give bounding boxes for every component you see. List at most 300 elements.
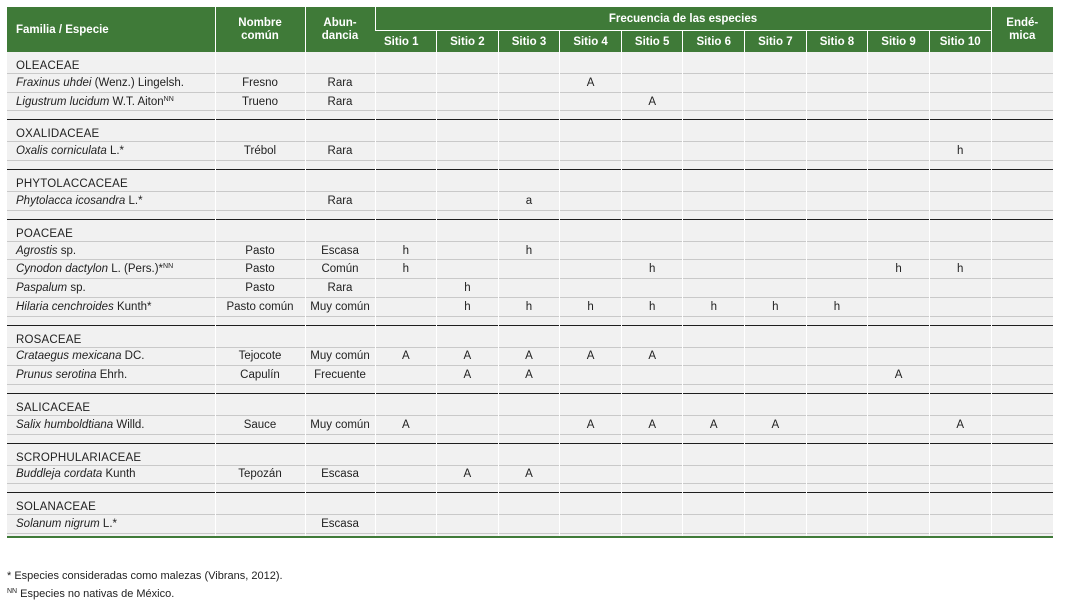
site-frequency-cell: A	[560, 415, 622, 434]
site-frequency-cell	[621, 515, 683, 534]
empty-cell	[560, 170, 622, 192]
empty-cell	[745, 394, 807, 416]
empty-cell	[991, 52, 1053, 74]
site-frequency-cell	[560, 241, 622, 260]
footnotes	[7, 568, 283, 602]
site-frequency-cell: A	[498, 347, 560, 366]
site-frequency-cell	[929, 192, 991, 211]
site-frequency-cell	[683, 260, 745, 279]
site-frequency-cell	[621, 279, 683, 298]
family-name: ROSACEAE	[7, 326, 215, 348]
spacer-cell	[683, 533, 745, 537]
site-frequency-cell	[375, 515, 437, 534]
site-frequency-cell	[868, 241, 930, 260]
endemic-cell	[991, 515, 1053, 534]
site-frequency-cell: h	[929, 260, 991, 279]
empty-cell	[437, 220, 499, 242]
site-frequency-cell	[375, 192, 437, 211]
species-name	[7, 515, 215, 534]
empty-cell	[375, 52, 437, 74]
family-row	[7, 52, 1053, 74]
empty-cell	[806, 493, 868, 515]
site-frequency-cell	[745, 279, 807, 298]
empty-cell	[683, 52, 745, 74]
site-frequency-cell: h	[437, 297, 499, 316]
spacer-cell	[375, 533, 437, 537]
site-frequency-cell: A	[621, 415, 683, 434]
common-name: Trueno	[215, 92, 305, 111]
site-frequency-cell	[560, 465, 622, 484]
header-site-8: Sitio 8	[806, 31, 868, 53]
abundance: Rara	[305, 279, 375, 298]
endemic-cell	[991, 347, 1053, 366]
site-frequency-cell	[868, 515, 930, 534]
empty-cell	[498, 220, 560, 242]
site-frequency-cell	[868, 92, 930, 111]
empty-cell	[498, 394, 560, 416]
species-author: L.*	[106, 145, 125, 158]
abundance: Muy común	[305, 415, 375, 434]
site-frequency-cell	[375, 142, 437, 161]
species-name	[7, 297, 215, 316]
empty-cell	[929, 444, 991, 466]
empty-cell	[806, 326, 868, 348]
spacer-cell	[868, 533, 930, 537]
site-frequency-cell	[806, 192, 868, 211]
empty-cell	[683, 220, 745, 242]
spacer-cell	[991, 533, 1053, 537]
site-frequency-cell: A	[498, 465, 560, 484]
empty-cell	[991, 120, 1053, 142]
empty-cell	[498, 444, 560, 466]
empty-cell	[745, 52, 807, 74]
species-author: sp.	[57, 244, 77, 257]
scientific-name: Buddleja cordata	[16, 468, 103, 481]
empty-cell	[745, 170, 807, 192]
site-frequency-cell	[929, 279, 991, 298]
empty-cell	[621, 493, 683, 515]
scientific-name: Solanum nigrum	[16, 518, 100, 531]
site-frequency-cell: h	[806, 297, 868, 316]
header-abundance: Abun- dancia	[305, 7, 375, 52]
site-frequency-cell	[683, 515, 745, 534]
empty-cell	[683, 444, 745, 466]
abundance: Escasa	[305, 515, 375, 534]
empty-cell	[991, 394, 1053, 416]
site-frequency-cell	[683, 347, 745, 366]
species-name	[7, 415, 215, 434]
species-row	[7, 279, 1053, 298]
site-frequency-cell: A	[437, 366, 499, 385]
spacer-cell	[929, 533, 991, 537]
species-name	[7, 241, 215, 260]
empty-cell	[305, 220, 375, 242]
common-name	[215, 192, 305, 211]
family-name: SCROPHULARIACEAE	[7, 444, 215, 466]
site-frequency-cell: A	[621, 92, 683, 111]
header-site-5: Sitio 5	[621, 31, 683, 53]
site-frequency-cell: h	[375, 260, 437, 279]
common-name: Tejocote	[215, 347, 305, 366]
species-author: W.T. Aiton	[109, 95, 164, 108]
spacer-cell	[621, 533, 683, 537]
site-frequency-cell	[806, 515, 868, 534]
species-row	[7, 192, 1053, 211]
non-native-mark: NN	[163, 95, 174, 103]
header-endemic: Endé- mica	[991, 7, 1053, 52]
abundance: Rara	[305, 92, 375, 111]
endemic-cell	[991, 192, 1053, 211]
site-frequency-cell: h	[868, 260, 930, 279]
site-frequency-cell	[806, 347, 868, 366]
scientific-name: Salix humboldtiana	[16, 418, 114, 431]
empty-cell	[868, 120, 930, 142]
table-header	[7, 7, 1053, 52]
family-name: SOLANACEAE	[7, 493, 215, 515]
empty-cell	[868, 170, 930, 192]
species-name	[7, 465, 215, 484]
spacer-cell	[437, 533, 499, 537]
site-frequency-cell: A	[683, 415, 745, 434]
site-frequency-cell: A	[437, 347, 499, 366]
common-name: Pasto	[215, 260, 305, 279]
empty-cell	[437, 493, 499, 515]
site-frequency-cell: A	[560, 347, 622, 366]
empty-cell	[375, 493, 437, 515]
spacer-cell	[498, 533, 560, 537]
empty-cell	[929, 170, 991, 192]
site-frequency-cell	[868, 279, 930, 298]
empty-cell	[437, 52, 499, 74]
site-frequency-cell: A	[929, 415, 991, 434]
empty-cell	[806, 394, 868, 416]
site-frequency-cell	[375, 74, 437, 93]
endemic-cell	[991, 465, 1053, 484]
site-frequency-cell: A	[868, 366, 930, 385]
family-row	[7, 326, 1053, 348]
site-frequency-cell	[806, 279, 868, 298]
empty-cell	[683, 394, 745, 416]
empty-cell	[929, 120, 991, 142]
empty-cell	[375, 444, 437, 466]
empty-cell	[929, 493, 991, 515]
empty-cell	[498, 52, 560, 74]
common-name: Trébol	[215, 142, 305, 161]
abundance: Rara	[305, 192, 375, 211]
spacer-cell	[7, 533, 215, 537]
empty-cell	[215, 394, 305, 416]
header-site-7: Sitio 7	[745, 31, 807, 53]
site-frequency-cell	[437, 192, 499, 211]
empty-cell	[215, 120, 305, 142]
site-frequency-cell	[683, 74, 745, 93]
empty-cell	[868, 52, 930, 74]
site-frequency-cell	[868, 415, 930, 434]
empty-cell	[868, 493, 930, 515]
empty-cell	[560, 220, 622, 242]
site-frequency-cell: A	[375, 415, 437, 434]
site-frequency-cell	[683, 142, 745, 161]
site-frequency-cell	[929, 297, 991, 316]
site-frequency-cell	[929, 92, 991, 111]
site-frequency-cell	[745, 142, 807, 161]
site-frequency-cell	[745, 74, 807, 93]
site-frequency-cell	[437, 92, 499, 111]
site-frequency-cell	[806, 415, 868, 434]
empty-cell	[560, 326, 622, 348]
species-row	[7, 347, 1053, 366]
empty-cell	[215, 52, 305, 74]
empty-cell	[375, 220, 437, 242]
site-frequency-cell	[868, 347, 930, 366]
site-frequency-cell: h	[498, 241, 560, 260]
site-frequency-cell	[683, 366, 745, 385]
empty-cell	[375, 170, 437, 192]
site-frequency-cell	[929, 74, 991, 93]
empty-cell	[215, 220, 305, 242]
empty-cell	[305, 493, 375, 515]
site-frequency-cell	[560, 366, 622, 385]
endemic-cell	[991, 415, 1053, 434]
endemic-cell	[991, 92, 1053, 111]
spacer-cell	[806, 533, 868, 537]
empty-cell	[498, 326, 560, 348]
species-row	[7, 515, 1053, 534]
abundance: Frecuente	[305, 366, 375, 385]
empty-cell	[305, 170, 375, 192]
empty-cell	[375, 120, 437, 142]
common-name: Capulín	[215, 366, 305, 385]
empty-cell	[305, 326, 375, 348]
empty-cell	[375, 394, 437, 416]
site-frequency-cell	[560, 515, 622, 534]
site-frequency-cell	[745, 192, 807, 211]
spacer-cell	[745, 533, 807, 537]
species-author: DC.	[121, 350, 145, 363]
empty-cell	[868, 326, 930, 348]
non-native-mark: NN	[163, 263, 174, 271]
site-frequency-cell: h	[375, 241, 437, 260]
empty-cell	[621, 394, 683, 416]
empty-cell	[745, 220, 807, 242]
site-frequency-cell	[437, 241, 499, 260]
empty-cell	[991, 444, 1053, 466]
site-frequency-cell	[437, 260, 499, 279]
table-body	[7, 52, 1053, 537]
site-frequency-cell	[375, 279, 437, 298]
site-frequency-cell	[621, 241, 683, 260]
empty-cell	[683, 493, 745, 515]
scientific-name: Phytolacca icosandra	[16, 194, 126, 207]
empty-cell	[305, 120, 375, 142]
site-frequency-cell	[868, 465, 930, 484]
species-name	[7, 366, 215, 385]
site-frequency-cell	[560, 260, 622, 279]
species-name	[7, 279, 215, 298]
site-frequency-cell: A	[498, 366, 560, 385]
footnote-non-native: $^{NN}$ Especies no nativas de México.	[7, 588, 175, 600]
species-author: L.*	[99, 518, 117, 531]
empty-cell	[929, 52, 991, 74]
endemic-cell	[991, 297, 1053, 316]
empty-cell	[498, 493, 560, 515]
empty-cell	[215, 170, 305, 192]
species-name	[7, 74, 215, 93]
site-frequency-cell	[868, 192, 930, 211]
empty-cell	[929, 394, 991, 416]
header-common-name: Nombre común	[215, 7, 305, 52]
species-row	[7, 415, 1053, 434]
site-frequency-cell	[621, 192, 683, 211]
header-site-10: Sitio 10	[929, 31, 991, 53]
empty-cell	[437, 326, 499, 348]
spacer-cell	[305, 533, 375, 537]
empty-cell	[929, 220, 991, 242]
site-frequency-cell: h	[498, 297, 560, 316]
empty-cell	[621, 326, 683, 348]
site-frequency-cell: h	[683, 297, 745, 316]
species-name	[7, 347, 215, 366]
family-row	[7, 444, 1053, 466]
site-frequency-cell	[437, 74, 499, 93]
site-frequency-cell	[498, 92, 560, 111]
site-frequency-cell	[621, 74, 683, 93]
empty-cell	[806, 170, 868, 192]
scientific-name: Fraxinus uhdei	[16, 76, 92, 89]
empty-cell	[806, 120, 868, 142]
species-author: (Wenz.) Lingelsh.	[91, 76, 184, 89]
header-site-6: Sitio 6	[683, 31, 745, 53]
abundance: Común	[305, 260, 375, 279]
empty-cell	[991, 326, 1053, 348]
site-frequency-cell: A	[375, 347, 437, 366]
empty-cell	[621, 444, 683, 466]
site-frequency-cell	[745, 347, 807, 366]
family-name: OXALIDACEAE	[7, 120, 215, 142]
site-frequency-cell: A	[745, 415, 807, 434]
family-name: POACEAE	[7, 220, 215, 242]
family-name: SALICACEAE	[7, 394, 215, 416]
header-site-1: Sitio 1	[375, 31, 437, 53]
header-family-species: Familia / Especie	[7, 7, 215, 52]
abundance: Muy común	[305, 347, 375, 366]
empty-cell	[991, 170, 1053, 192]
species-row	[7, 366, 1053, 385]
site-frequency-cell	[375, 366, 437, 385]
empty-cell	[806, 52, 868, 74]
species-author: Willd.	[113, 418, 145, 431]
endemic-cell	[991, 279, 1053, 298]
empty-cell	[621, 120, 683, 142]
footnote-weeds: * Especies consideradas como malezas (Vibrans, 2012).	[7, 570, 283, 582]
site-frequency-cell	[868, 297, 930, 316]
site-frequency-cell	[683, 192, 745, 211]
species-author: L.*	[125, 194, 143, 207]
empty-cell	[929, 326, 991, 348]
site-frequency-cell	[868, 142, 930, 161]
site-frequency-cell	[929, 366, 991, 385]
family-name: OLEACEAE	[7, 52, 215, 74]
spacer-cell	[215, 533, 305, 537]
site-frequency-cell	[806, 74, 868, 93]
site-frequency-cell	[745, 92, 807, 111]
empty-cell	[683, 326, 745, 348]
empty-cell	[498, 170, 560, 192]
site-frequency-cell	[806, 260, 868, 279]
header-site-9: Sitio 9	[868, 31, 930, 53]
endemic-cell	[991, 142, 1053, 161]
species-row	[7, 92, 1053, 111]
empty-cell	[437, 120, 499, 142]
empty-cell	[437, 394, 499, 416]
empty-cell	[745, 444, 807, 466]
empty-cell	[868, 394, 930, 416]
site-frequency-cell: h	[621, 297, 683, 316]
empty-cell	[215, 444, 305, 466]
site-frequency-cell	[745, 515, 807, 534]
empty-cell	[683, 120, 745, 142]
species-author: L. (Pers.)*	[108, 263, 164, 276]
species-name	[7, 260, 215, 279]
empty-cell	[437, 170, 499, 192]
endemic-cell	[991, 260, 1053, 279]
site-frequency-cell	[806, 241, 868, 260]
empty-cell	[560, 52, 622, 74]
scientific-name: Ligustrum lucidum	[16, 95, 110, 108]
site-frequency-cell	[498, 415, 560, 434]
site-frequency-cell	[621, 142, 683, 161]
site-frequency-cell	[437, 142, 499, 161]
family-row	[7, 220, 1053, 242]
empty-cell	[498, 120, 560, 142]
empty-cell	[621, 170, 683, 192]
empty-cell	[745, 326, 807, 348]
site-frequency-cell	[806, 465, 868, 484]
site-frequency-cell	[437, 515, 499, 534]
empty-cell	[560, 444, 622, 466]
empty-cell	[560, 394, 622, 416]
site-frequency-cell	[498, 279, 560, 298]
site-frequency-cell: h	[621, 260, 683, 279]
site-frequency-cell	[806, 142, 868, 161]
species-row	[7, 465, 1053, 484]
site-frequency-cell	[745, 260, 807, 279]
species-row	[7, 297, 1053, 316]
header-frequency: Frecuencia de las especies	[375, 7, 991, 31]
site-frequency-cell	[683, 241, 745, 260]
common-name: Pasto	[215, 241, 305, 260]
empty-cell	[305, 394, 375, 416]
empty-cell	[683, 170, 745, 192]
empty-cell	[305, 444, 375, 466]
empty-cell	[305, 52, 375, 74]
family-row	[7, 120, 1053, 142]
site-frequency-cell	[806, 92, 868, 111]
site-frequency-cell	[560, 192, 622, 211]
site-frequency-cell	[375, 465, 437, 484]
site-frequency-cell: h	[560, 297, 622, 316]
scientific-name: Agrostis	[16, 244, 58, 257]
family-row	[7, 394, 1053, 416]
family-row	[7, 170, 1053, 192]
site-frequency-cell	[621, 465, 683, 484]
empty-cell	[215, 493, 305, 515]
species-name	[7, 142, 215, 161]
empty-cell	[745, 493, 807, 515]
site-frequency-cell	[683, 279, 745, 298]
scientific-name: Cynodon dactylon	[16, 263, 109, 276]
empty-cell	[806, 220, 868, 242]
